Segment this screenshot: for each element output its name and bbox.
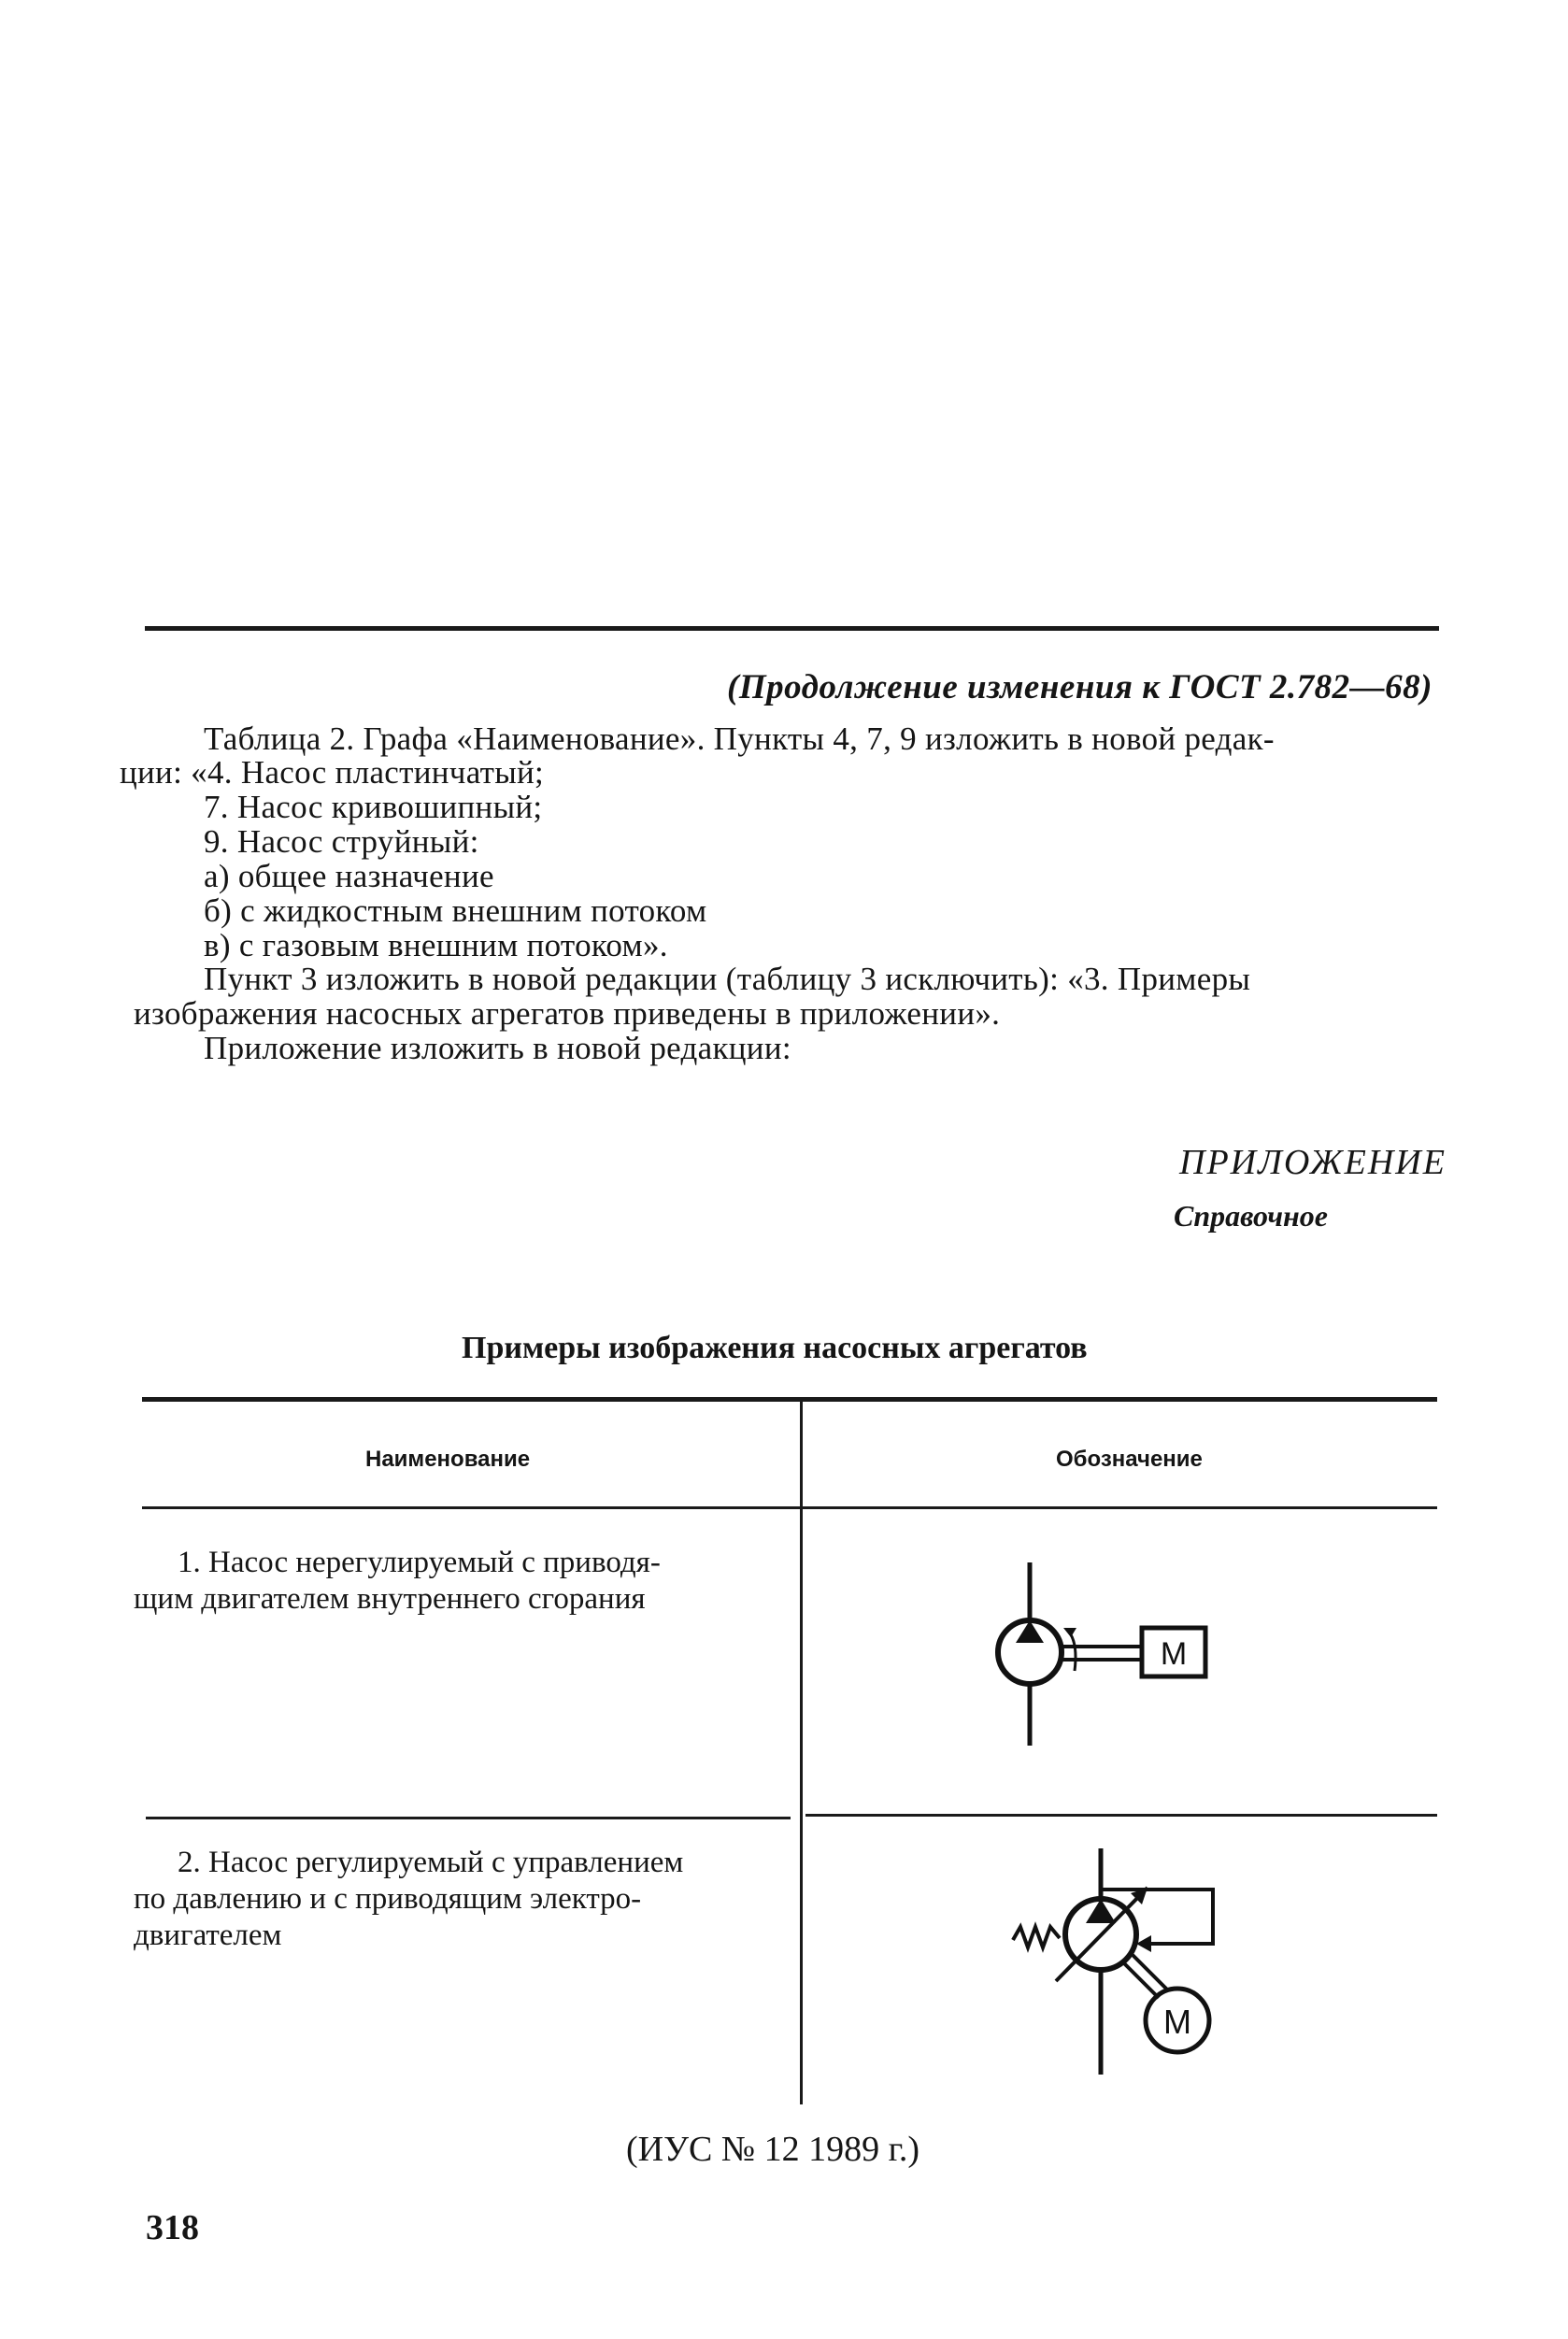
spring-symbol — [1013, 1927, 1060, 1947]
body-line-3: 7. Насос кривошипный; — [204, 789, 543, 825]
shaft-line-1 — [1123, 1962, 1159, 1998]
body-line-4: 9. Насос струйный: — [204, 823, 479, 860]
continuation-header: (Продолжение изменения к ГОСТ 2.782—68) — [727, 668, 1433, 706]
shaft-line-2 — [1133, 1955, 1168, 1990]
body-line-2: ции: «4. Насос пластинчатый; — [120, 754, 545, 791]
column-divider — [800, 1402, 803, 2104]
table-top-rule — [142, 1397, 1437, 1402]
row-2-name-line-1: 2. Насос регулируемый с управлением — [178, 1846, 684, 1879]
header-name: Наименование — [365, 1447, 531, 1472]
appendix-title: ПРИЛОЖЕНИЕ — [1179, 1143, 1447, 1182]
motor-label: М — [1163, 2003, 1191, 2041]
body-line-8: Пункт 3 изложить в новой редакции (таблицу 3 исключить): «3. Примеры — [204, 961, 1251, 997]
row-divider-left — [146, 1817, 791, 1819]
row-1-name-line-2: щим двигателем внутреннего сгорания — [134, 1582, 646, 1616]
row-2-name-line-3: двигателем — [134, 1918, 282, 1952]
body-line-1: Таблица 2. Графа «Наименование». Пункты 4, 7, 9 изложить в новой редак- — [204, 720, 1275, 757]
fixed-pump-engine-symbol — [972, 1551, 1215, 1757]
top-rule — [145, 626, 1439, 631]
row-divider-right — [805, 1814, 1437, 1817]
engine-label: М — [1160, 1636, 1188, 1672]
header-symbol: Обозначение — [1056, 1447, 1203, 1472]
source-reference: (ИУС № 12 1989 г.) — [626, 2130, 920, 2169]
body-line-10: Приложение изложить в новой редакции: — [204, 1030, 791, 1066]
row-1-name-line-1: 1. Насос нерегулируемый с приводя- — [178, 1546, 661, 1579]
body-line-5: а) общее назначение — [204, 858, 494, 894]
row-2-name-line-2: по давлению и с приводящим электро- — [134, 1882, 642, 1916]
rotation-arrowhead — [1063, 1628, 1076, 1637]
page-number: 318 — [146, 2208, 199, 2247]
body-line-9: изображения насосных агрегатов приведены в приложении». — [134, 995, 1001, 1032]
body-line-7: в) с газовым внешним потоком». — [204, 927, 668, 963]
appendix-subtitle: Справочное — [1174, 1199, 1328, 1233]
variable-pump-electric-motor-symbol — [1009, 1841, 1243, 2084]
table-header-rule — [142, 1506, 1437, 1509]
body-line-6: б) с жидкостным внешним потоком — [204, 892, 707, 929]
table-caption: Примеры изображения насосных агрегатов — [462, 1331, 1088, 1365]
